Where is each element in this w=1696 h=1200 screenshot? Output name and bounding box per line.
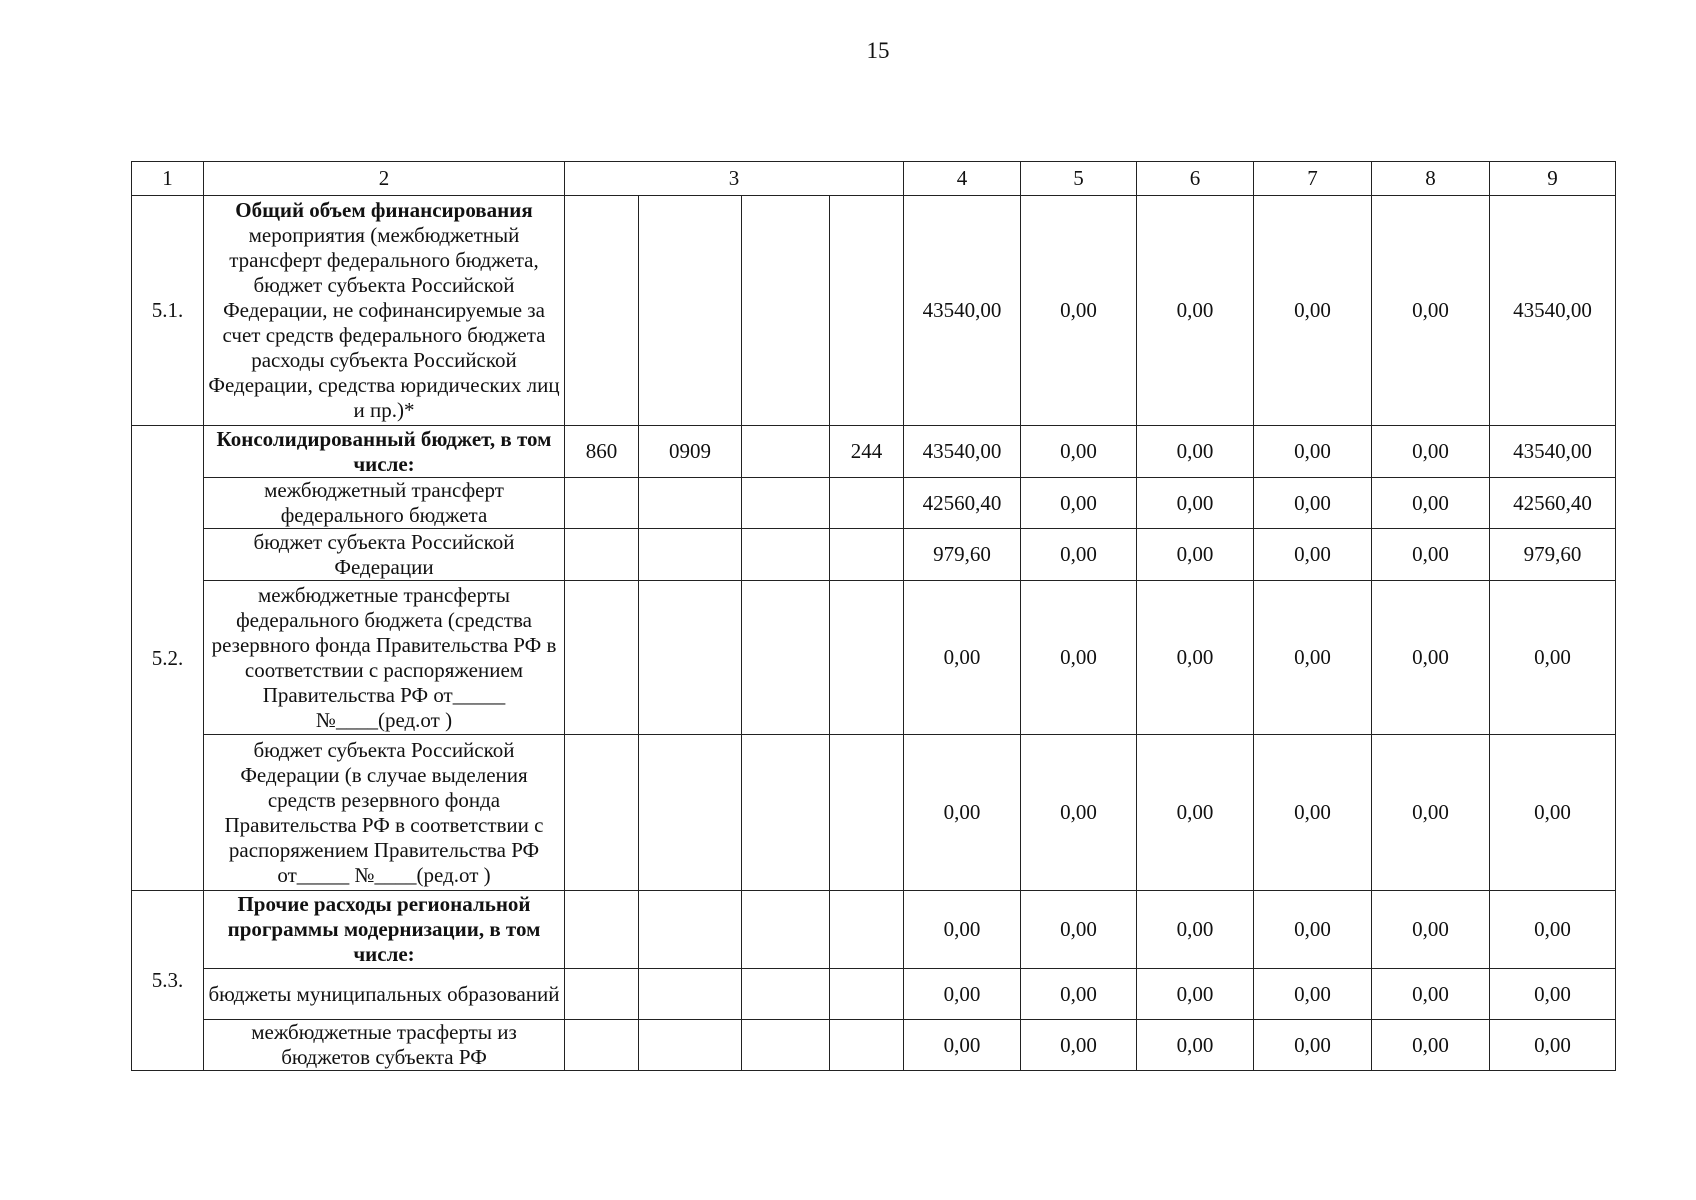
- value-cell: 979,60: [904, 529, 1021, 581]
- value-cell: 0,00: [1021, 196, 1137, 426]
- value-cell: 0,00: [904, 969, 1021, 1020]
- table-row: [132, 891, 1616, 969]
- value-cell: 42560,40: [904, 478, 1021, 529]
- code-cell: [742, 529, 830, 581]
- code-cell: [639, 196, 742, 426]
- header-cell: 9: [1490, 162, 1616, 196]
- table-row: [132, 529, 1616, 581]
- code-cell: [742, 196, 830, 426]
- value-cell: 0,00: [1137, 529, 1254, 581]
- value-cell: 0,00: [1137, 426, 1254, 478]
- value-cell: 0,00: [1254, 735, 1372, 891]
- value-cell: 979,60: [1490, 529, 1616, 581]
- value-cell: 0,00: [1021, 581, 1137, 735]
- code-cell: [830, 529, 904, 581]
- code-cell: [565, 891, 639, 969]
- code-cell: [830, 196, 904, 426]
- header-cell: 7: [1254, 162, 1372, 196]
- value-cell: 0,00: [1137, 196, 1254, 426]
- value-cell: 0,00: [1254, 1020, 1372, 1071]
- row-description: бюджет субъекта Российской Федерации (в случае выделения средств резервного фонда Правительства РФ в соответствии с распоряжением Правительства РФ от_____ №____(ред.от ): [204, 735, 565, 891]
- row-description: Консолидированный бюджет, в том числе:: [204, 426, 565, 478]
- section-number: 5.2.: [132, 426, 204, 891]
- code-cell: [639, 581, 742, 735]
- code-cell: [830, 1020, 904, 1071]
- value-cell: 43540,00: [1490, 426, 1616, 478]
- code-cell: 0909: [639, 426, 742, 478]
- value-cell: 0,00: [1137, 478, 1254, 529]
- code-cell: 860: [565, 426, 639, 478]
- section-number: 5.3.: [132, 891, 204, 1071]
- value-cell: 0,00: [1254, 478, 1372, 529]
- value-cell: 0,00: [1254, 426, 1372, 478]
- value-cell: 0,00: [1490, 969, 1616, 1020]
- row-description: Прочие расходы региональной программы модернизации, в том числе:: [204, 891, 565, 969]
- value-cell: 0,00: [1372, 1020, 1490, 1071]
- value-cell: 0,00: [1021, 735, 1137, 891]
- code-cell: [565, 581, 639, 735]
- value-cell: 0,00: [1372, 529, 1490, 581]
- value-cell: 0,00: [1490, 1020, 1616, 1071]
- header-cell: 3: [565, 162, 904, 196]
- code-cell: [565, 478, 639, 529]
- value-cell: 0,00: [1254, 969, 1372, 1020]
- row-description-text: мероприятия (межбюджетный трансферт федерального бюджета, бюджет субъекта Российской Федерации, не софинансируемые за счет средств федерального бюджета расходы субъекта Российской Федерации, средства юридических лиц и пр.)*: [208, 223, 560, 422]
- value-cell: 0,00: [1372, 478, 1490, 529]
- code-cell: [742, 969, 830, 1020]
- value-cell: 0,00: [1254, 196, 1372, 426]
- value-cell: 0,00: [1021, 426, 1137, 478]
- code-cell: [742, 426, 830, 478]
- value-cell: 0,00: [904, 581, 1021, 735]
- code-cell: [830, 891, 904, 969]
- row-description: межбюджетные трансферты федерального бюджета (средства резервного фонда Правительства РФ в соответствии с распоряжением Правительства РФ от_____ №____(ред.от ): [204, 581, 565, 735]
- code-cell: [742, 891, 830, 969]
- table-row: [132, 478, 1616, 529]
- table-row: [132, 426, 1616, 478]
- value-cell: 0,00: [1254, 529, 1372, 581]
- code-cell: [639, 1020, 742, 1071]
- table-row: [132, 969, 1616, 1020]
- code-cell: [565, 196, 639, 426]
- header-cell: 6: [1137, 162, 1254, 196]
- value-cell: 0,00: [1137, 891, 1254, 969]
- value-cell: 0,00: [1021, 1020, 1137, 1071]
- value-cell: 0,00: [1490, 581, 1616, 735]
- page-number: 15: [866, 38, 890, 63]
- value-cell: 0,00: [1021, 891, 1137, 969]
- row-description: бюджет субъекта Российской Федерации: [204, 529, 565, 581]
- header-cell: 1: [132, 162, 204, 196]
- value-cell: 0,00: [1254, 891, 1372, 969]
- code-cell: [742, 735, 830, 891]
- code-cell: [639, 735, 742, 891]
- row-description: межбюджетные трасферты из бюджетов субъекта РФ: [204, 1020, 565, 1071]
- code-cell: [830, 735, 904, 891]
- value-cell: 43540,00: [904, 426, 1021, 478]
- budget-table: [131, 161, 1616, 1071]
- value-cell: 0,00: [1137, 581, 1254, 735]
- code-cell: [565, 529, 639, 581]
- value-cell: 0,00: [1490, 735, 1616, 891]
- code-cell: [830, 969, 904, 1020]
- table-row: [132, 581, 1616, 735]
- table-row: [132, 1020, 1616, 1071]
- row-description: [204, 196, 565, 426]
- row-description-bold: Общий объем финансирования: [235, 198, 533, 222]
- code-cell: [639, 529, 742, 581]
- value-cell: 0,00: [904, 735, 1021, 891]
- code-cell: [742, 581, 830, 735]
- value-cell: 0,00: [1254, 581, 1372, 735]
- value-cell: 0,00: [904, 891, 1021, 969]
- header-row: [132, 162, 1616, 196]
- value-cell: 0,00: [1137, 1020, 1254, 1071]
- row-description: межбюджетный трансферт федерального бюджета: [204, 478, 565, 529]
- value-cell: 42560,40: [1490, 478, 1616, 529]
- code-cell: [565, 1020, 639, 1071]
- value-cell: 43540,00: [904, 196, 1021, 426]
- value-cell: 0,00: [1137, 735, 1254, 891]
- row-description: бюджеты муниципальных образований: [204, 969, 565, 1020]
- table-row: [132, 196, 1616, 426]
- header-cell: 5: [1021, 162, 1137, 196]
- value-cell: 0,00: [1021, 969, 1137, 1020]
- code-cell: [639, 891, 742, 969]
- code-cell: 244: [830, 426, 904, 478]
- code-cell: [742, 1020, 830, 1071]
- header-cell: 8: [1372, 162, 1490, 196]
- value-cell: 0,00: [1021, 478, 1137, 529]
- value-cell: 0,00: [1372, 969, 1490, 1020]
- value-cell: 0,00: [1490, 891, 1616, 969]
- value-cell: 0,00: [1021, 529, 1137, 581]
- value-cell: 0,00: [1372, 891, 1490, 969]
- code-cell: [565, 735, 639, 891]
- value-cell: 43540,00: [1490, 196, 1616, 426]
- value-cell: 0,00: [1372, 581, 1490, 735]
- code-cell: [830, 478, 904, 529]
- section-number: 5.1.: [132, 196, 204, 426]
- code-cell: [565, 969, 639, 1020]
- table-row: [132, 735, 1616, 891]
- code-cell: [742, 478, 830, 529]
- value-cell: 0,00: [904, 1020, 1021, 1071]
- header-cell: 4: [904, 162, 1021, 196]
- code-cell: [830, 581, 904, 735]
- code-cell: [639, 969, 742, 1020]
- value-cell: 0,00: [1372, 196, 1490, 426]
- value-cell: 0,00: [1137, 969, 1254, 1020]
- code-cell: [639, 478, 742, 529]
- header-cell: 2: [204, 162, 565, 196]
- value-cell: 0,00: [1372, 426, 1490, 478]
- value-cell: 0,00: [1372, 735, 1490, 891]
